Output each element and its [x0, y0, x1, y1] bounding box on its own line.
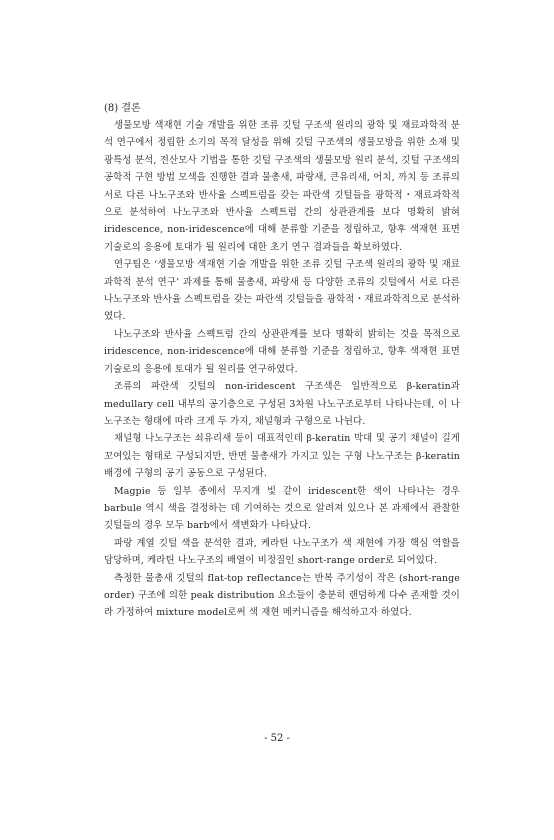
paragraph-2: 연구팀은 ‘생물모방 색재현 기술 개발을 위한 조류 깃털 구조색 원리의 광학 및 재료과학적 분석 연구’ 과제를 통해 물총새, 파랑새 등 다양한 조류의 깃털에서 서로 다른 나노구조와 반사율 스펙트럼을 갖는 파란색 깃털들을 광학적・재료과학적으로 분석하였다.: [104, 259, 460, 323]
paragraph-8: 측정한 물총새 깃털의 flat-top reflectance는 반복 주기성이 작은 (short-range order) 구조에 의한 peak distribution 요소들이 충분히 랜덤하게 다수 존재할 것이라 가정하여 mixture model로써 색 재현 메커니즘을 해석하고자 하였다.: [104, 572, 460, 619]
page-content: [104, 100, 460, 622]
paragraph-5: 채널형 나노구조는 쇠유리새 등이 대표적인데 β-keratin 막대 및 공기 채널이 길게 꼬여있는 형태로 구성되지만, 반면 물총새가 가지고 있는 구형 나노구조는 β-keratin 배경에 구형의 공기 공동으로 구성된다.: [104, 433, 460, 480]
paragraph-7: 파랑 계열 깃털 색을 분석한 결과, 케라틴 나노구조가 색 재현에 가장 핵심 역할을 담당하며, 케라틴 나노구조의 배열이 비정질인 short-range order로 되어있다.: [104, 537, 460, 567]
paragraph-6: Magpie 등 일부 종에서 무지개 빛 같이 iridescent한 색이 나타나는 경우 barbule 역시 색을 결정하는 데 기여하는 것으로 알려져 있으나 본 과제에서 관찰한 깃털들의 경우 모두 barb에서 색변화가 나타났다.: [104, 485, 460, 532]
page-number: - 52 -: [264, 733, 290, 744]
paragraph-1: 생물모방 색재현 기술 개발을 위한 조류 깃털 구조색 원리의 광학 및 재료과학적 분석 연구에서 정립한 소기의 목적 달성을 위해 깃털 구조색의 생물모방을 위한 소재 및 광특성 분석, 전산모사 기법을 통한 깃털 구조색의 생물모방 원리 분석, 깃털 구조색의 공학적 구현 방법 모색을 진행한 결과 물총새, 파랑새, 큰유리새, 어치, 까치 등 조류의 서로 다른 나노구조와 반사율 스펙트럼을 갖는 파란색 깃털들을 광학적・재료과학적으로 분석하여 나노구조와 반사율 스펙트럼 간의 상관관계를 보다 명확히 밝혀 iridescence, non-iridescence에 대해 분류할 기준을 정립하고, 향후 색재현 표면 기술로의 응용에 토대가 될 원리에 대한 초기 연구 결과들을 확보하였다.: [104, 120, 460, 253]
paragraph-3: 나노구조와 반사율 스펙트럼 간의 상관관계를 보다 명확히 밝히는 것을 목적으로 iridescence, non-iridescence에 대해 분류할 기준을 정립하고, 향후 색재현 표면 기술로의 응용에 토대가 될 원리를 연구하였다.: [104, 328, 460, 375]
section-heading: (8) 결론: [104, 103, 141, 114]
paragraph-4: 조류의 파란색 깃털의 non-iridescent 구조색은 일반적으로 β-keratin과 medullary cell 내부의 공기층으로 구성된 3차원 나노구조로부터 나타나는데, 이 나노구조는 형태에 따라 크게 두 가지, 채널형과 구형으로 나뉜다.: [104, 381, 460, 427]
